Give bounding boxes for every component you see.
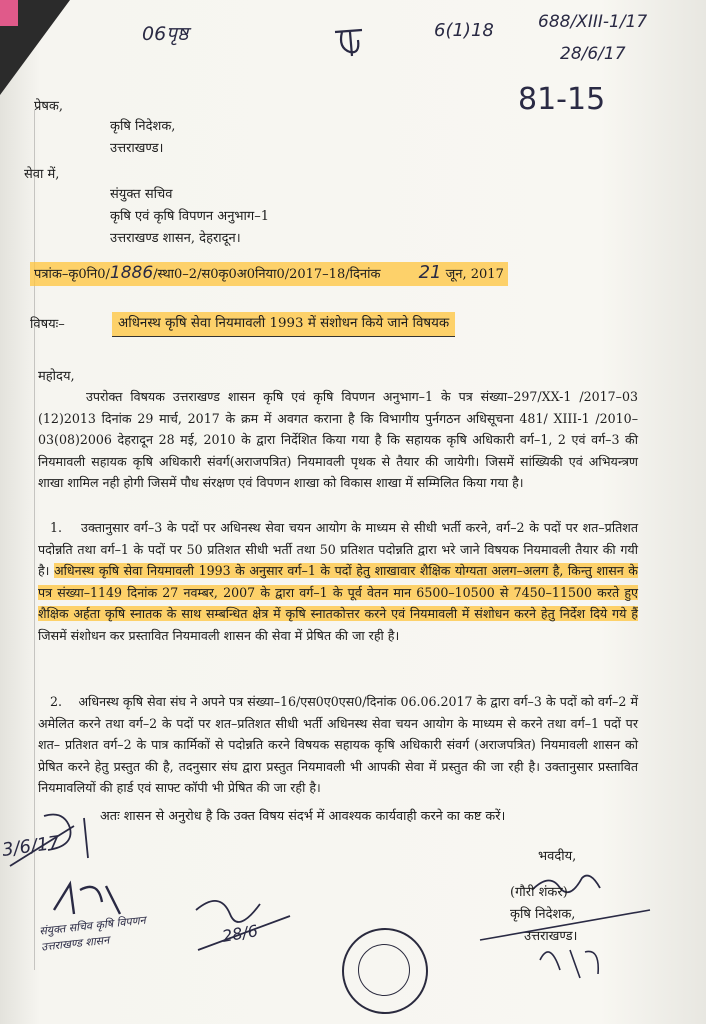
handwritten-signature-middle (190, 890, 300, 960)
handwritten-date: 28/6/17 (560, 44, 626, 64)
point-1-highlighted-text: अधिनस्थ कृषि सेवा नियमावली 1993 के अनुसार वर्ग–1 के पदों हेतु शाखावार शैक्षिक योग्यता अलग–अलग है, किन्तु शासन के पत्र संख्या–1149 दिनांक 27 नवम्बर, 2007 के द्वारा वर्ग–1 के पूर्व वेतन मान 6500–10500 से 7450–11500 करते हुए शैक्षिक अर्हता कृषि स्नातक के साथ सम्बन्धित क्षेत्र में कृषि स्नातकोत्तर करने एवं नियमावली में संशोधन करने हेतु निर्देश दिये गये हैं (38, 563, 638, 622)
recipient-line-2: कृषि एवं कृषि विपणन अनुभाग–1 (110, 209, 270, 224)
point-2-text: अधिनस्थ कृषि सेवा संघ ने अपने पत्र संख्या–16/एस0ए0एस0/दिनांक 06.06.2017 के द्वारा वर्ग–3 के पदों को वर्ग–2 में अमेलित करने तथा वर्ग–2 के पदों पर शत–प्रतिशत सीधी भर्ती अधिनस्थ सेवा चयन आयोग के माध्यम से करने तथा वर्ग–1 पदों पर शत– प्रतिशत वर्ग–2 के पात्र कार्मिकों से पदोन्नति करने विषयक सहायक कृषि अधिकारी संवर्ग (अराजपत्रित) नियमावली शासन को प्रेषित करने हेतु प्रस्तुत की है, तदनुसार संघ द्वारा प्रस्तुत नियमावली भी आपकी सेवा में प्रस्तुत की जा रही है। उक्तानुसार प्रस्तावित नियमावलियों की हार्ड एवं साफ्ट कॉपी भी प्रेषित की जा रही है। (38, 694, 638, 796)
handwritten-initials-left (50, 880, 130, 920)
pink-tab (0, 0, 18, 26)
handwritten-number: 81-15 (518, 82, 606, 117)
request-line: अतः शासन से अनुरोध है कि उक्त विषय संदर्भ में आवश्यक कार्यवाही करने का कष्ट करें। (100, 809, 506, 824)
reference-label: पत्रांक–कृ0नि0/ (34, 267, 110, 282)
margin-sign-date: 28/6 (220, 921, 260, 946)
recipient-line-3: उत्तराखण्ड शासन, देहरादून। (110, 231, 241, 246)
paragraph-point-1 (38, 517, 638, 647)
handwritten-page-count: 06पृष्ठ (142, 23, 189, 45)
sender-line-2: उत्तराखण्ड। (110, 141, 164, 156)
recipient-line-1: संयुक्त सचिव (110, 187, 173, 202)
signatory-name: (गौरी शंकर) (510, 885, 568, 900)
reference-rest: /स्था0–2/स0कृ0अ0निया0/2017–18/दिनांक (153, 267, 381, 282)
official-round-seal (342, 928, 428, 1014)
point-2-number: 2. (50, 694, 63, 709)
reference-number: 1886 (109, 263, 154, 283)
point-1-text-c: जिसमें संशोधन कर प्रस्तावित नियमावली शासन की सेवा में प्रेषित की जा रही है। (38, 627, 400, 643)
margin-note-date: 3/6/17 (0, 832, 62, 861)
handwritten-file-number: 6(1)18 (434, 20, 494, 41)
reference-date: जून, 2017 (445, 267, 504, 282)
paragraph-1: उपरोक्त विषयक उत्तराखण्ड शासन कृषि एवं कृषि विपणन अनुभाग–1 के पत्र संख्या–297/XX-1 /2017–03 (12)2013 दिनांक 29 मार्च, 2017 के क्रम में अवगत कराना है कि विभागीय पुर्नगठन अधिसूचना 481/ XIII-1 /2010–03(08)2006 देहरादून 28 मई, 2010 के द्वारा निर्देशित किया गया है कि सहायक कृषि अधिकारी वर्ग–1, 2 एवं वर्ग–3 की नियमावली सहायक कृषि अधिकारी संवर्ग(अराजपत्रित) नियमावली पृथक से तैयार की जायेगी। जिसमें सांख्यिकी एवं अभियन्त्रण शाखा शामिल नही होगी जिसमें पौध संरक्षण एवं विपणन शाखा को विकास शाखा में सम्मिलित किया गया है। (38, 389, 638, 491)
margin-scribble (4, 806, 104, 876)
signatory-place: उत्तराखण्ड। (524, 929, 578, 944)
subject-label: विषयः– (30, 317, 65, 332)
handwritten-reference: 688/XIII-1/17 (538, 12, 648, 32)
salutation: महोदय, (38, 369, 75, 384)
seal-inner-ring (358, 944, 410, 996)
signatory-title: कृषि निदेशक, (510, 907, 576, 922)
handwritten-scrawl-right (450, 900, 670, 980)
valediction: भवदीय, (538, 849, 577, 864)
point-1-number: 1. (50, 520, 63, 535)
point-1-text-a: उक्तानुसार वर्ग–3 के पदों पर अधिनस्थ सेवा चयन आयोग के माध्यम से सीधी भर्ती करने, वर्ग–2 के पदों पर शत–प्रतिशत पदोन्नति तथा वर्ग–1 के पदों पर 50 प्रतिशत सीधी भर्ती तथा 50 प्रतिशत पदोन्नति द्वारा भरे जाने विषयक नियमावली तैयार की गयी है। (38, 520, 639, 579)
subject-text: अधिनस्थ कृषि सेवा नियमावली 1993 में संशोधन किये जाने विषयक (112, 312, 455, 337)
handwritten-mark (330, 22, 370, 62)
margin-note-block: संयुक्त सचिव कृषि विपणन उत्तराखण्ड शासन (38, 913, 147, 954)
paragraph-point-2 (38, 691, 638, 799)
reference-line (30, 262, 508, 286)
sender-prefix: प्रेषक, (34, 99, 64, 114)
reference-day: 21 (418, 262, 442, 283)
recipient-prefix: सेवा में, (24, 167, 60, 182)
sender-line-1: कृषि निदेशक, (110, 119, 176, 134)
